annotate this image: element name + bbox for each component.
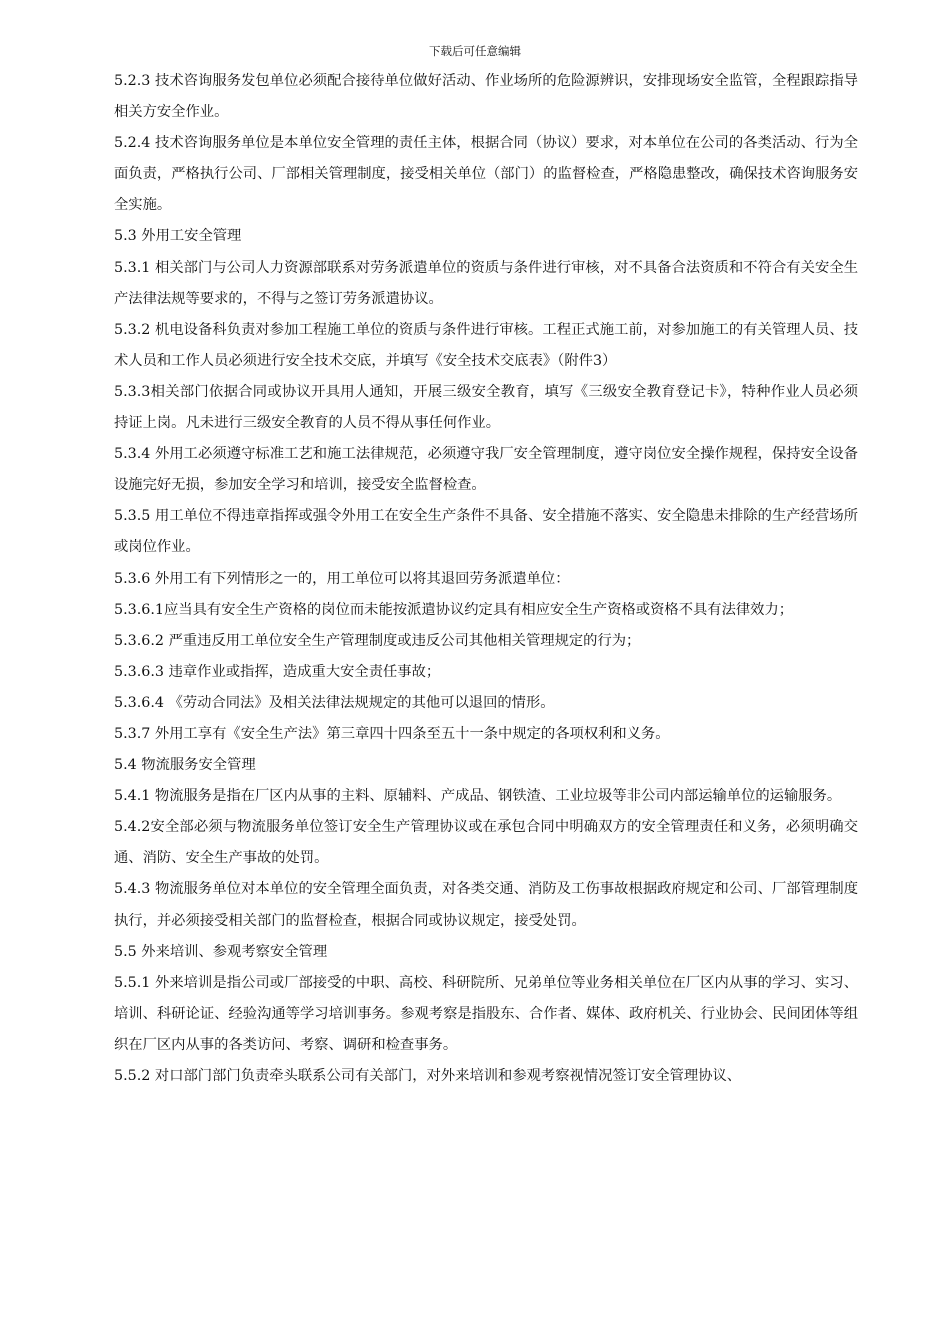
document-body bbox=[114, 66, 858, 1092]
paragraph-5-3-6-3: 5.3.6.3 违章作业或指挥，造成重大安全责任事故； bbox=[114, 663, 441, 680]
paragraph-5-4-1: 5.4.1 物流服务是指在厂区内从事的主料、原辅料、产成品、钢铁渣、工业垃圾等非公司内部运输单位的运输服务。 bbox=[114, 788, 842, 805]
paragraph-5-3-3: 5.3.3相关部门依据合同或协议开具用人通知，开展三级安全教育，填写《三级安全教育登记卡》，特种作业人员必须持证上岗。凡未进行三级安全教育的人员不得从事任何作业。 bbox=[114, 383, 858, 432]
paragraph-5-3-4: 5.3.4 外用工必须遵守标准工艺和施工法律规范，必须遵守我厂安全管理制度，遵守岗位安全操作规程，保持安全设备设施完好无损，参加安全学习和培训，接受安全监督检查。 bbox=[114, 446, 858, 494]
section-heading-5-3: 5.3 外用工安全管理 bbox=[114, 228, 242, 245]
section-heading-5-5: 5.5 外来培训、参观考察安全管理 bbox=[114, 943, 328, 960]
page-header: 下载后可任意编辑 bbox=[429, 44, 521, 58]
paragraph-5-3-6-1: 5.3.6.1应当具有安全生产资格的岗位而未能按派遣协议约定具有相应安全生产资格或资格不具有法律效力； bbox=[114, 601, 794, 618]
paragraph-5-3-1: 5.3.1 相关部门与公司人力资源部联系对劳务派遣单位的资质与条件进行审核，对不具备合法资质和不符合有关安全生产法律法规等要求的，不得与之签订劳务派遣协议。 bbox=[114, 259, 858, 307]
paragraph-5-2-4: 5.2.4 技术咨询服务单位是本单位安全管理的责任主体，根据合同（协议）要求，对本单位在公司的各类活动、行为全面负责，严格执行公司、厂部相关管理制度，接受相关单位（部门）的监督检查，严格隐患整改，确保技术咨询服务安全实施。 bbox=[114, 135, 858, 214]
paragraph-5-3-5: 5.3.5 用工单位不得违章指挥或强令外用工在安全生产条件不具备、安全措施不落实、安全隐患未排除的生产经营场所或岗位作业。 bbox=[114, 508, 858, 556]
paragraph-5-4-2: 5.4.2安全部必须与物流服务单位签订安全生产管理协议或在承包合同中明确双方的安全管理责任和义务，必须明确交通、消防、安全生产事故的处罚。 bbox=[114, 819, 858, 867]
paragraph-5-3-6: 5.3.6 外用工有下列情形之一的，用工单位可以将其退回劳务派遣单位： bbox=[114, 570, 570, 587]
paragraph-5-5-2: 5.5.2 对口部门部门负责牵头联系公司有关部门，对外来培训和参观考察视情况签订安全管理协议、 bbox=[114, 1068, 742, 1084]
paragraph-5-5-1: 5.5.1 外来培训是指公司或厂部接受的中职、高校、科研院所、兄弟单位等业务相关单位在厂区内从事的学习、实习、培训、科研论证、经验沟通等学习培训事务。参观考察是指股东、合作者、媒体、政府机关、行业协会、民间团体等组织在厂区内从事的各类访问、考察、调研和检查事务。 bbox=[114, 974, 858, 1053]
paragraph-5-3-2: 5.3.2 机电设备科负责对参加工程施工单位的资质与条件进行审核。工程正式施工前，对参加施工的有关管理人员、技术人员和工作人员必须进行安全技术交底，并填写《安全技术交底表》（附件3） bbox=[114, 321, 858, 369]
paragraph-5-2-3: 5.2.3 技术咨询服务发包单位必须配合接待单位做好活动、作业场所的危险源辨识，安排现场安全监管，全程跟踪指导相关方安全作业。 bbox=[114, 73, 858, 121]
paragraph-5-3-7: 5.3.7 外用工享有《安全生产法》第三章四十四条至五十一条中规定的各项权利和义务。 bbox=[114, 725, 670, 742]
paragraph-5-4-3: 5.4.3 物流服务单位对本单位的安全管理全面负责，对各类交通、消防及工伤事故根据政府规定和公司、厂部管理制度执行，并必须接受相关部门的监督检查，根据合同或协议规定，接受处罚。 bbox=[114, 881, 858, 929]
section-heading-5-4: 5.4 物流服务安全管理 bbox=[114, 757, 256, 774]
paragraph-5-3-6-2: 5.3.6.2 严重违反用工单位安全生产管理制度或违反公司其他相关管理规定的行为； bbox=[114, 632, 641, 649]
paragraph-5-3-6-4: 5.3.6.4 《劳动合同法》及相关法律法规规定的其他可以退回的情形。 bbox=[114, 694, 555, 711]
